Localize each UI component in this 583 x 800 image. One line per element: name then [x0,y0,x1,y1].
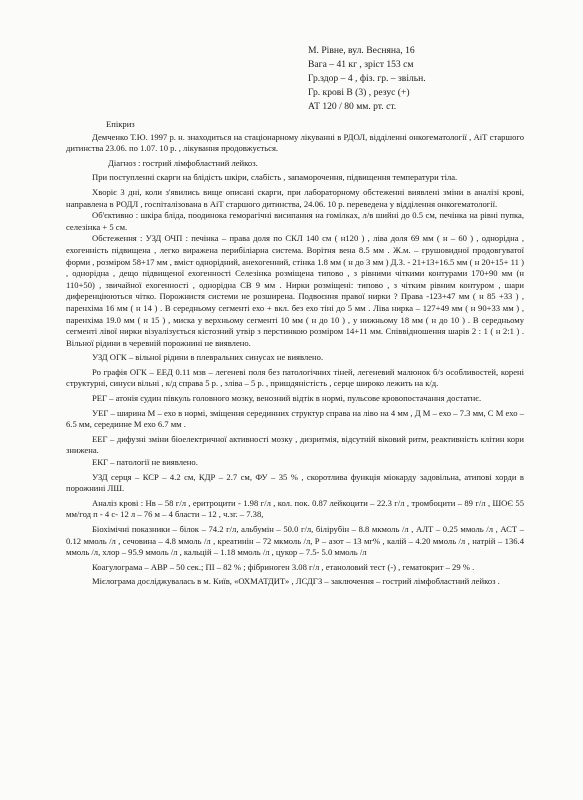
address-line: М. Рівне, вул. Весняна, 16 [308,45,415,56]
patient-header [308,44,426,114]
document-title: Епікриз [106,119,135,129]
complaints-paragraph: При поступленні скарги на блідість шкіри, слабість , запаморочення, підвищення температури тіла. [92,172,458,183]
blood-test-paragraph: Аналіз крові : Нв – 58 г/л , еритроцити - 1.98 г/л , кол. пок. 0.87 лейкоцити – 22.3 г/л , тромбоцити – 89 г/л , ШОЄ 55 мм/год п - 4 с- 12 л – 76 м – 4 бласти – 12 , ч.зг. – 7.38, [66,497,524,520]
biochemistry-paragraph: Біохімічні показники – білок – 74.2 г/л, альбумін – 50.0 г/л, білірубін – 8.8 мкмоль /л , АЛТ – 0.25 ммоль /л , АСТ – 0.12 ммоль /л , сечовина – 4.8 ммоль /л , креатинін – 72 мкмоль /л, Р – азот – 13 мг% , калій – 4.20 ммоль /л , натрій – 136.4 ммоль /л, хлор – 95.9 ммоль /л , кальцій – 1.18 ммоль /л , цукор – 7.5- 5.0 ммоль /л [66,524,524,558]
heart-ultrasound-paragraph: УЗД серця – КСР – 4.2 см, КДР – 2.7 см, ФУ – 35 % , скоротлива функція міокарду задовільна, атипові хорди в порожнині ЛШ. [66,471,524,494]
epicrisis-body [66,119,524,588]
objective-paragraph: Об'єктивно : шкіра бліда, поодинока геморагічні висипання на гомілках, л/в шийні до 0.5 см, печінка на рівні пупка, селезінка + 5 см. [66,210,524,232]
diagnosis-paragraph: Діагноз : гострий лімфобластний лейкоз. [108,157,258,168]
myelogram-paragraph: Мієлограма досліджувалась в м. Київ, «ОХМАТДИТ» , ЛСДГЗ – заключення – гострий лімфобластний лейкоз . [92,576,500,587]
blood-pressure-line: АТ 120 / 80 мм. рт. ст. [308,101,397,112]
health-group-line: Гр.здор – 4 , фіз. гр. – звільн. [308,73,426,84]
coagulogram-paragraph: Коагулограма – АВР – 50 сек.; ПІ – 82 % ; фібриноген 3.08 г/л , етаноловий тест (-) , гематокрит – 29 % . [92,561,475,572]
ueg-paragraph: УЕГ – ширина М – ехо в нормі, зміщення серединних структур справа на ліво на 4 мм , Д М – ехо – 7.3 мм, С М ехо – 6.5 мм, серединне М ехо 6.7 мм . [66,407,524,430]
xray-paragraph: Ро графія ОГК – ЕЕД 0.11 мзв – легеневі поля без патологічних тіней, легеневий малюнок б/з особливостей, корені структурні, синуси вільні , к/д справа 5 р. , зліва – 5 р. , пришдяністість , серце широко лежить на к/д. [66,366,524,389]
ultrasound-abdomen-paragraph: Обстеження : УЗД ОЧП : печінка – права доля по СКЛ 140 см ( н120 ) , ліва доля 69 мм ( н – 60 ) , однорідна , ехогенність підвищена , легко виражена перибіліарна система. Ворітня вена 8.5 мм . Ж.м. – грушовидної продовгуватої форми , розміром 58+17 мм , вміст однорідний, анехогенний, стінка 1.8 мм ( н до 3 мм ) Д.З. - 21+13+16.5 мм ( н 20+15+ 11 ) , однорідна , дещо підвищеної ехогенності Селезінка розміщена типово , з рівними чіткими контурами 170+90 мм (н 110+50) , звичайної ехогенності , однорідна СВ 9 мм . Нирки розміщені: типово , з чітким рівним контуром , шари диференціюються чітко. Порожнистя системи не розширена. Подвоєння правої нирки ? Права -123+47 мм ( н 85 +33 ) , паренхіма 16 мм ( н 14 ) . В середньому сегменті ехо + вкл. без ехо тіні до 5 мм . Ліва нирка – 127+49 мм ( н 90+33 мм ) , паренхіма 19.0 мм ( н 15 ) , миска у верхньому сегменті 10 мм ( н до 10 ) , у нижньому 18 мм ( н до 10 ) . В середньому сегменті лівої нирки візуалізується кістозний утвір з перстинкою розміром 14+11 мм. Співвідношення шарів 2 : 1 ( н 2:1 ) . Вільної рідини в черевній порожнині не виявлено. [66,233,524,348]
reg-paragraph: РЕГ – атонія судин півкуль головного мозку, венозний відтік в нормі, пульсове кровопостачання достатнє. [92,393,482,404]
ultrasound-chest-paragraph: УЗД ОГК – вільної рідини в плевральних синусах не виявлено. [92,352,324,363]
weight-height-line: Вага – 41 кг , зріст 153 см [308,59,414,70]
intro-paragraph: Демченко Т.Ю. 1997 р. н. знаходиться на стаціонарному лікуванні в РДОЛ, відділенні онкогематології , АіТ старшого дитинства 23.06. по 1.07. 10 р. , лікування продовжується. [66,131,524,154]
history-paragraph: Хворіє 3 дні, коли з'явились вище описані скарги, при лабораторному обстеженні виявлені зміни в аналізі крові, направлена в РОДЛ , госпіталізована в АіТ старшого дитинства, 24.06. 10 р. переведена у відділення онкогематології. [66,186,524,209]
blood-group-line: Гр. крові В (3) , резус (+) [308,87,410,98]
eeg-paragraph: ЕЕГ – дифузні зміни біоелектричної активності мозку , дизритмія, відсутній віковий ритм, реактивність клітин кори знижена. [66,433,524,456]
ecg-paragraph: ЕКГ – патології не виявлено. [92,457,198,468]
